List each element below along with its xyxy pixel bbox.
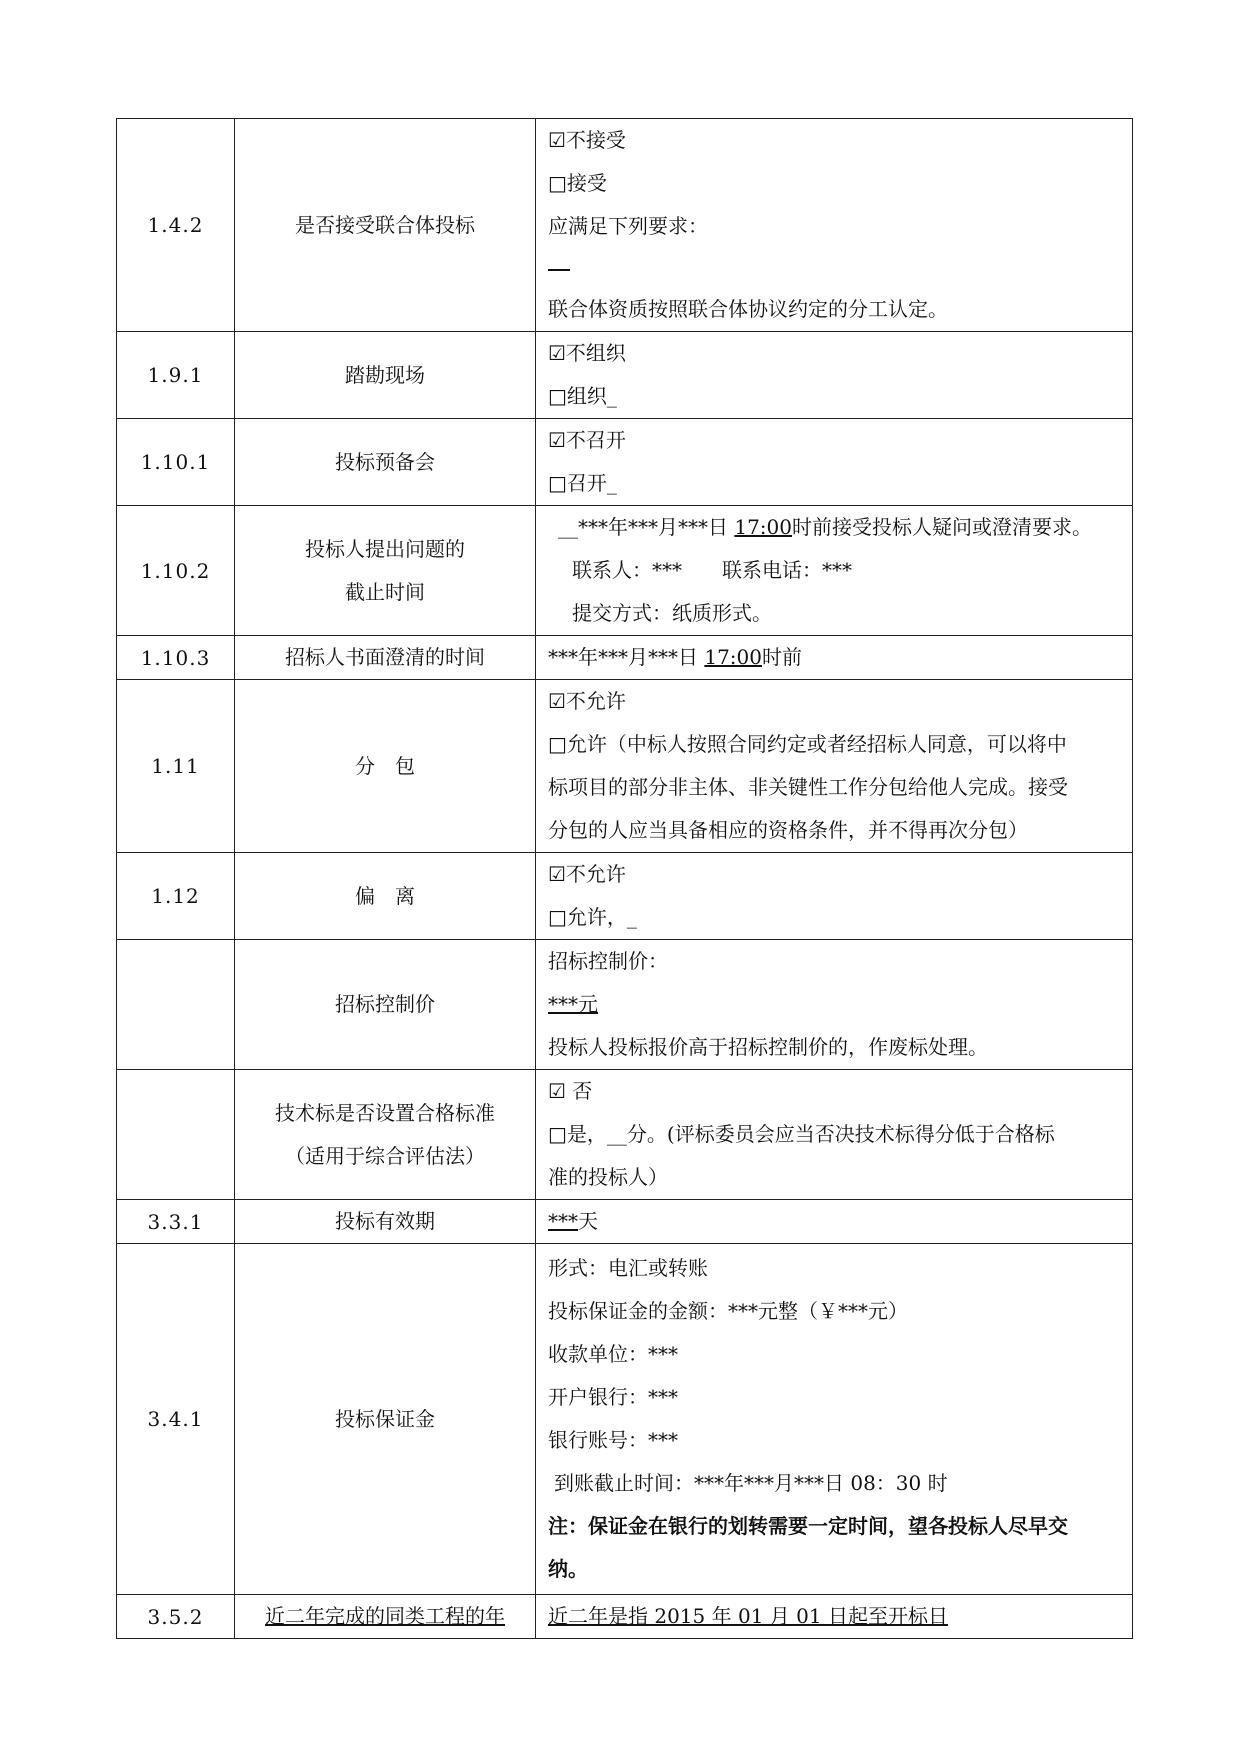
- clause-number: 1.10.2: [117, 506, 235, 636]
- clause-content: [536, 419, 1133, 506]
- clause-number: 3.4.1: [117, 1244, 235, 1595]
- clause-content: [536, 1595, 1133, 1639]
- clarify-time: 17:00: [704, 645, 762, 669]
- option-detail: 标项目的部分非主体、非关键性工作分包给他人完成。接受: [548, 775, 1068, 799]
- deadline-time: 17:00: [734, 515, 792, 539]
- clause-number: 1.11: [117, 680, 235, 853]
- option-checked: ☑ 否: [548, 1079, 593, 1103]
- clause-item-line: （适用于综合评估法）: [285, 1143, 485, 1168]
- table-row: [117, 332, 1133, 419]
- clause-content: [536, 853, 1133, 940]
- clause-number: 1.9.1: [117, 332, 235, 419]
- clause-content: [536, 1244, 1133, 1595]
- option-checked: ☑不允许: [548, 862, 626, 886]
- option-detail: 分包的人应当具备相应的资格条件，并不得再次分包）: [548, 818, 1028, 842]
- option-checked: ☑不召开: [548, 428, 626, 452]
- clarify-date: ***年***月***日: [548, 645, 705, 669]
- clause-number: 1.4.2: [117, 119, 235, 332]
- contact-text: 联系人：*** 联系电话：***: [572, 558, 852, 582]
- requirement-text: 应满足下列要求：: [548, 214, 708, 238]
- clause-item: 招标人书面澄清的时间: [235, 636, 536, 680]
- clarify-suffix: 时前: [762, 645, 802, 669]
- option-unchecked: □是，__分。(评标委员会应当否决技术标得分低于合格标: [548, 1122, 1055, 1146]
- clause-item: 是否接受联合体投标: [235, 119, 536, 332]
- option-checked: ☑不组织: [548, 341, 626, 365]
- option-unchecked: □组织_: [548, 384, 617, 408]
- clause-item: 投标保证金: [235, 1244, 536, 1595]
- validity-unit: 天: [578, 1209, 598, 1233]
- deadline-date: __***年***月***日: [558, 515, 735, 539]
- table-row: [117, 119, 1133, 332]
- deposit-note: 注：保证金在银行的划转需要一定时间，望各投标人尽早交: [548, 1514, 1068, 1538]
- clause-item-line: 技术标是否设置合格标准: [275, 1100, 495, 1125]
- option-detail: 准的投标人）: [548, 1165, 668, 1189]
- table-row: [117, 636, 1133, 680]
- blank-dash: [548, 248, 1124, 288]
- table-row: [117, 1070, 1133, 1200]
- deposit-form: 形式：电汇或转账: [548, 1256, 708, 1280]
- clause-content: [536, 636, 1133, 680]
- clause-item-text: 近二年完成的同类工程的年: [265, 1604, 505, 1628]
- clause-number: [117, 940, 235, 1070]
- period-definition: 近二年是指 2015 年 01 月 01 日起至开标日: [548, 1604, 948, 1628]
- clause-item-line: 投标人提出问题的: [305, 536, 465, 561]
- table-row: [117, 1200, 1133, 1244]
- clause-content: [536, 1200, 1133, 1244]
- clause-number: 1.10.1: [117, 419, 235, 506]
- clause-item: 分 包: [235, 680, 536, 853]
- option-unchecked: □召开_: [548, 471, 617, 495]
- deposit-deadline: 到账截止时间：***年***月***日 08：30 时: [554, 1471, 948, 1495]
- clause-content: [536, 680, 1133, 853]
- table-row: [117, 1595, 1133, 1639]
- validity-value: ***: [548, 1209, 578, 1233]
- table-row: [117, 853, 1133, 940]
- deposit-note: 纳。: [548, 1557, 588, 1581]
- clause-content: [536, 1070, 1133, 1200]
- clause-item-line: 截止时间: [345, 579, 425, 604]
- clause-item: 偏 离: [235, 853, 536, 940]
- price-rule: 投标人投标报价高于招标控制价的，作废标处理。: [548, 1035, 988, 1059]
- deadline-suffix: 时前接受投标人疑问或澄清要求。: [792, 515, 1092, 539]
- clause-content: [536, 119, 1133, 332]
- bid-data-table: [116, 118, 1133, 1639]
- clause-content: [536, 332, 1133, 419]
- table-row: [117, 419, 1133, 506]
- clause-item: 投标有效期: [235, 1200, 536, 1244]
- clause-number: 1.12: [117, 853, 235, 940]
- clause-item: [235, 506, 536, 636]
- clause-item: 投标预备会: [235, 419, 536, 506]
- table-row: [117, 680, 1133, 853]
- clause-item: 踏勘现场: [235, 332, 536, 419]
- clause-number: 1.10.3: [117, 636, 235, 680]
- option-checked: ☑不接受: [548, 128, 626, 152]
- option-checked: ☑不允许: [548, 689, 626, 713]
- table-row: [117, 1244, 1133, 1595]
- option-unchecked: □允许，_: [548, 905, 637, 929]
- deposit-amount: 投标保证金的金额：***元整（￥***元）: [548, 1299, 908, 1323]
- clause-number: [117, 1070, 235, 1200]
- bank: 开户银行：***: [548, 1385, 678, 1409]
- table-row: [117, 940, 1133, 1070]
- submission-text: 提交方式：纸质形式。: [572, 601, 772, 625]
- requirement-text: 联合体资质按照联合体协议约定的分工认定。: [548, 297, 948, 321]
- option-unchecked: □接受: [548, 171, 607, 195]
- deadline-text: [548, 506, 1124, 549]
- clause-item: [235, 1070, 536, 1200]
- price-value: ***元: [548, 992, 598, 1016]
- clause-content: [536, 940, 1133, 1070]
- clause-number: 3.3.1: [117, 1200, 235, 1244]
- clause-content: [536, 506, 1133, 636]
- payee: 收款单位：***: [548, 1342, 678, 1366]
- clause-item: [235, 1595, 536, 1639]
- option-unchecked: □允许（中标人按照合同约定或者经招标人同意，可以将中: [548, 732, 1067, 756]
- clause-item: 招标控制价: [235, 940, 536, 1070]
- price-label: 招标控制价：: [548, 949, 668, 973]
- account-number: 银行账号：***: [548, 1428, 678, 1452]
- table-row: [117, 506, 1133, 636]
- clause-number: 3.5.2: [117, 1595, 235, 1639]
